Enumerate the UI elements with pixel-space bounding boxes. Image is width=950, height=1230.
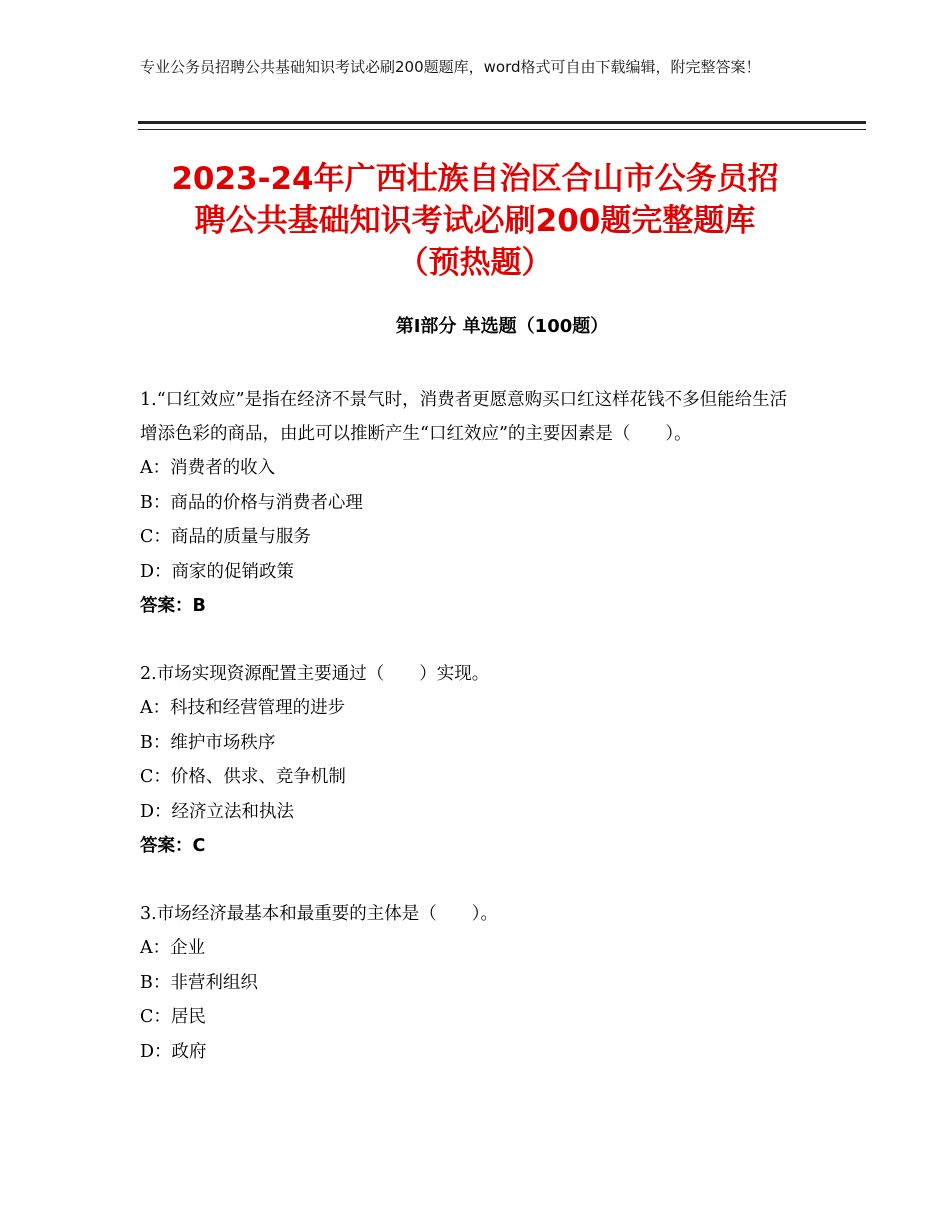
title-line-1: 2023-24年广西壮族自治区合山市公务员招: [171, 161, 779, 197]
question-list: [140, 383, 800, 1103]
option-a: A：科技和经营管理的进步: [140, 698, 346, 718]
question-3: [140, 897, 800, 1069]
option-d: D：政府: [140, 1041, 207, 1062]
option-c: C：居民: [140, 1007, 206, 1027]
option-d: D：商家的促销政策: [140, 561, 295, 582]
title-line-3: （预热题）: [397, 245, 553, 281]
option-b: B：商品的价格与消费者心理: [140, 492, 363, 513]
question-stem: 1.“口红效应”是指在经济不景气时，消费者更愿意购买口红这样花钱不多但能给生活增添色彩的商品，由此可以推断产生“口红效应”的主要因素是（ ）。: [140, 390, 788, 444]
option-c: C：价格、供求、竞争机制: [140, 767, 346, 787]
option-d: D：经济立法和执法: [140, 801, 295, 822]
option-c: C：商品的质量与服务: [140, 527, 311, 547]
question-1: [140, 383, 800, 623]
option-b: B：非营利组织: [140, 972, 258, 993]
option-b: B：维护市场秩序: [140, 732, 276, 753]
option-a: A：消费者的收入: [140, 458, 276, 478]
answer: 答案：C: [140, 836, 206, 856]
header-divider: [138, 121, 866, 130]
question-stem: 2.市场实现资源配置主要通过（ ）实现。: [140, 664, 490, 684]
question-2: [140, 657, 800, 863]
header-note: 专业公务员招聘公共基础知识考试必刷200题题库，word格式可自由下载编辑，附完整答案！: [140, 58, 761, 76]
section-heading: 第Ⅰ部分 单选题（100题）: [395, 316, 609, 337]
question-stem: 3.市场经济最基本和最重要的主体是（ ）。: [140, 904, 498, 924]
answer: 答案：B: [140, 596, 206, 616]
document-title: [130, 158, 820, 284]
option-a: A：企业: [140, 938, 206, 958]
title-line-2: 聘公共基础知识考试必刷200题完整题库: [194, 203, 756, 239]
